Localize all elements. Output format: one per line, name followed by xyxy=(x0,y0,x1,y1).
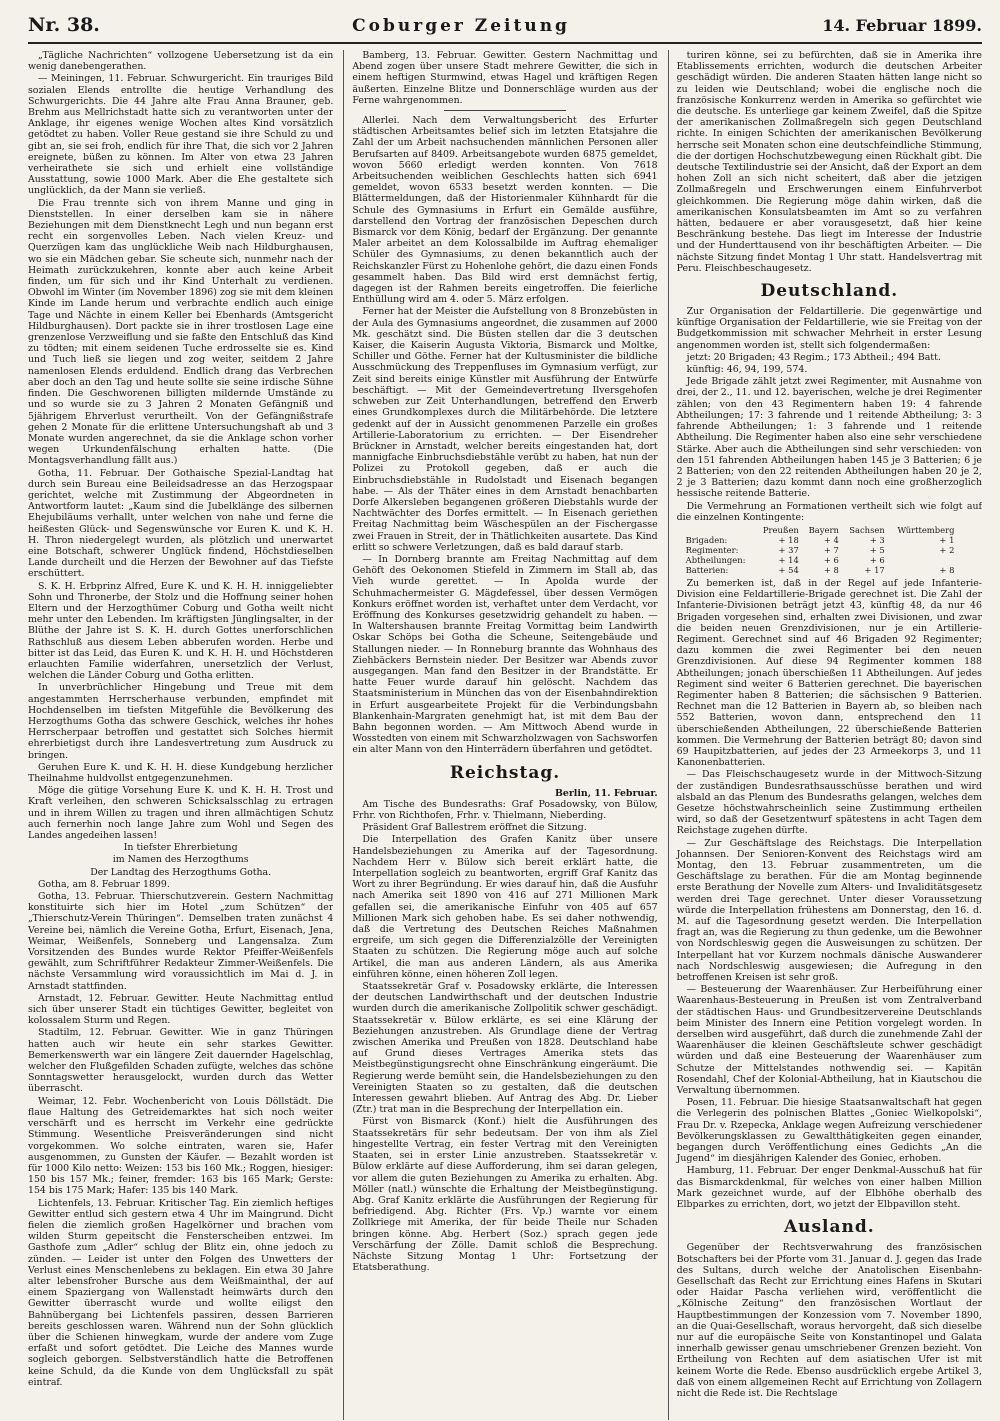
table-header-row xyxy=(683,525,958,535)
article-geschaeftslage: — Zur Geschäftslage des Reichstags. Die Interpellation Johannsen. Der Senioren-Konvent des Reichstags wird am Montag, den 13. Februar zusammentreten, um die Geschäftslage zu berathen. Für die am Montag beginnende erste Berathung der Novelle zum Alters- und Invaliditätsgesetz werden drei Tage gerechnet. Unter dieser Voraussetzung würde die Interpellation frühestens am Donnerstag, den 16. d. M. auf die Tagesordnung gesetzt werden. Die Interpellation fragt an, was die Regierung zu thun gedenke, um die Bewohner von Nordschleswig gegen die Ausweisungen zu schützen. Der Interpellant hat vor Kurzem nochmals dänische Auswanderer nach Nordschleswig ausgewiesen; die Aufregung in den betroffenen Kreisen ist sehr groß. xyxy=(676,837,982,984)
article-hamburg: Hamburg, 11. Februar. Der enger Denkmal-Ausschuß hat für das Bismarckdenkmal, für welches von einer halben Million Mark gezeichnet wurde, auf der Elbhöhe oberhalb des Elbparkes zu errichten, dort, wo jetzt der Elbpavillon steht. xyxy=(676,1165,982,1211)
table-cell: Regimenter: xyxy=(685,544,739,555)
section-heading-deutschland: Deutschland. xyxy=(760,281,899,302)
article-stadtilm: Stadtilm, 12. Februar. Gewitter. Wie in ganz Thüringen hatten auch wir heute ein sehr starkes Gewitter. Bemerkenswerth war ein längere Zeit dauernder Hagelschlag, welcher den Flußgefilden Schaden zufügte, welches das schöne Sonntagswetter herausgelockt, wurden durch das Wetter überrascht. xyxy=(28,1027,334,1095)
table-row xyxy=(683,565,958,575)
divider xyxy=(444,110,566,111)
table-cell: Abtheilungen: xyxy=(685,554,746,565)
masthead xyxy=(28,14,982,44)
article-fleischschaugesetz: — Das Fleischschaugesetz wurde in der Mittwoch-Sitzung der zuständigen Bundesrathsausschüsse berathen und wird alsbald an das Plenum des Bundesraths gelangen, welches dem Gesetze höchstwahrscheinlich seine Zustimmung ertheilen wird, so daß der Gesetzentwurf spätestens in acht Tagen dem Reichstage zugehen dürfte. xyxy=(676,769,982,837)
article-arnstadt: Arnstadt, 12. Februar. Gewitter. Heute Nachmittag entlud sich über unserer Stadt ein tüchtiges Gewitter, begleitet von kolossalem Sturm und Regen. xyxy=(28,992,334,1027)
table-header-cell: Sachsen xyxy=(849,524,885,535)
table-header-cell: Bayern xyxy=(808,524,839,535)
article-paragraph: Die Frau trennte sich von ihrem Manne und ging in Dienststellen. In einer derselben kam sie in nähere Beziehungen mit dem Dienstknecht Legh und nun begann erst recht ein sorgenvolles Leben. Nach vielen Kreuz- und Querzügen kam das unglückliche Weib nach Hildburghausen, wo sie ein Mädchen gebar. Sie scheute sich, nunmehr nach der Heimath zurückzukehren, konnte aber auch keine Arbeit finden, um für sich und ihr Kind Unterhalt zu verdienen. Obwohl im Winter (im November 1896) zog sie mit dem kleinen Kinde im Lande herum und verbrachte endlich auch einige Tage und Nächte in einem Keller bei Ebenhards (Amtsgericht Hildburghausen). Dort packte sie in ihrer trostlosen Lage eine grenzenlose Verzweiflung und sie faßte den Entschluß das Kind zu tödten; mit einem seidenen Tuche erdrosselte sie es. Kind und Tuch ließ sie liegen und zog weiter, seitdem 2 Jahre namenlosen Elends erduldend. Endlich drang das Verbrechen aber doch an den Tag und heute sollte sie seine irdische Sühne finden. Die Geschworenen billigten mildernde Umstände zu und so wurde sie zu 3 Jahren 2 Monaten Gefängniß und 5jährigem Ehrverlust verurtheilt. Von der Gefängnißstrafe gehen 2 Monate für die erlittene Untersuchungshaft ab und 3 Monate wurden angerechnet, da sie die Anklage schon vorher wegen Urkundenfälschung erhalten hatte. (Die Montagsverhandlung fällt aus.) xyxy=(28,197,334,467)
article-thierschutzverein: Gotha, 13. Februar. Thierschutzverein. Gestern Nachmittag konstituirte sich hier im Hotel „zum Schützen“ der „Thierschutz-Verein Thüringen“. Demselben traten zunächst 4 Vereine bei, nämlich die Vereine Gotha, Erfurt, Eisenach, Jena, Weimar, Weißenfels, Sonneberg und Langensalza. Zum Vorsitzenden des Bundes wurde Rektor Pfeiffer-Weißenfels gewählt, zum Schriftführer Redakteur Zimmer-Weißenfels. Die nächste Versammlung wird voraussichtlich im Mai d. J. in Arnstadt stattfinden. xyxy=(28,891,334,992)
table-cell: + 37 xyxy=(778,544,799,555)
article-paragraph: turiren könne, sei zu befürchten, daß sie in Amerika ihre Etablissements errichten, wodurch die deutschen Arbeiter geschädigt würden. Die anderen Staaten hätten lange nicht so zu leiden wie Deutschland; wobei die englische noch die französische Konkurrenz werden in Amerika so gefürchtet wie die deutsche. Es unterliege gar keinem Zweifel, daß die Spitze der amerikanischen Zollmaßregeln sich gegen Deutschland richte. In einigen Schichten der amerikanischen Bevölkerung herrsche seit Monaten schon eine deutschfeindliche Stimmung, die der dortigen Hochschutzbewegung einen Rückhalt gibt. Die deutsche Textilindustrie sei der Ansicht, daß der Export an dem hohen Zoll an sich nicht scheitert, daß aber die jetzigen Zollmaßregeln und Erschwerungen einem Einfuhrverbot gleichkommen. Die Regierung möge dahin wirken, daß die amerikanischen Konsulatsbeamten im Amt so zu verfahren hätten, bedauere er aber vorausgesetzt, daß hier keine Beschränkung bestehe. Das liegt im Interesse der Industrie und der Hunderttausend von ihr beschäftigten Arbeiter. — Die nächste Sitzung findet Montag 1 Uhr statt. Handelsvertrag mit Peru. Fleischbeschaugesetz. xyxy=(676,50,982,274)
closing-line: Der Landtag des Herzogthums Gotha. xyxy=(90,866,272,878)
stat-line: jetzt: 20 Brigaden; 43 Regim.; 173 Abtheil.; 494 Batt. xyxy=(686,351,941,363)
table-cell: + 54 xyxy=(778,564,799,575)
article-paragraph: — In Dornberg brannte am Freitag Nachmittag auf dem Gehöft des Oekonomen Stiefeld in Zimmern im Stall ab, das Vieh wurde gerettet. — In Apolda wurde der Schuhmachermeister G. Mägdefessel, über dessen Vermögen Konkurs eröffnet worden ist, verhaftet unter dem Verdacht, vor Eröffnung des Konkurses gesetzwidrig gehandelt zu haben. — In Waltershausen brannte Freitag Vormittag beim Landwirth Oskar Schöps bei Gotha die Scheune, Seitengebäude und Stallungen nieder. — In Ronneburg brannte das Wohnhaus des Ziehbäckers Bernstein nieder. Der Besitzer war Abends zuvor ausgegangen. Man fand den Besitzer in der Brandstätte. Er hatte Feuer wurde darauf hin gelöscht. Nachdem das Staatsministerium in München das von der Eisenbahndirektion in Erfurt ausgearbeitete Projekt für die Verbindungsbahn Blankenhain-Margraten genehmigt hat, ist mit dem Bau der Bahn begonnen worden. — Am Mittwoch Abend wurde in Wosstedten von einem mit Schwarzholzwagen von Sachsworfen ein alter Mann von den Hinterrädern überfahren und getödtet. xyxy=(352,553,658,756)
table-cell: + 6 xyxy=(869,554,885,565)
closing-line: im Namen des Herzogthums xyxy=(112,854,249,866)
article-paragraph: In unverbrüchlicher Hingebung und Treue mit dem angestammten Herrscherhause verbunden, empfindet mit Hochdenselben im tiefsten Mitgefühle die Bevölkerung des Herzogthums Gotha das schwere Geschick, welches ihr hohes Herrscherpaar betroffen und gestattet sich Solches hiermit ehrerbietigst durch ihre Landesvertretung zum Ausdruck zu bringen. xyxy=(28,682,334,761)
issue-number: Nr. 38. xyxy=(28,14,100,36)
table-row xyxy=(683,555,958,565)
table-cell: + 6 xyxy=(823,554,839,565)
table-header-cell xyxy=(683,525,756,535)
article-paragraph: Die Vermehrung an Formationen vertheilt sich wie folgt auf die einzelnen Kontingente: xyxy=(676,500,982,523)
section-heading-ausland: Ausland. xyxy=(783,1217,875,1238)
issue-date: 14. Februar 1899. xyxy=(822,16,982,35)
table-row xyxy=(683,535,958,545)
newspaper-title: Coburger Zeitung xyxy=(352,16,570,36)
article-waarenhaeuser: — Besteuerung der Waarenhäuser. Zur Herbeiführung einer Waarenhaus-Besteuerung in Preußen ist vom Zentralverband der städtischen Haus- und Grundbesitzervereine Deutschlands beim Minister des Innern eine Petition vorgelegt worden. In derselben wird ausgeführt, daß durch die zunehmende Zahl der Waarenhäuser die kleinen Geschäftsleute schwer geschädigt würden und daß eine Besteuerung der Waarenhäuser zum Schutze der Mittelstandes nothwendig sei. — Kapitän Rosendahl, Chef der Kolonial-Abtheilung, hat in Kiautschou die Verwaltung übernommen. xyxy=(676,984,982,1097)
table-cell: + 3 xyxy=(869,534,885,545)
column-middle xyxy=(343,50,657,1420)
table-cell: + 8 xyxy=(939,564,955,575)
table-cell: + 18 xyxy=(778,534,799,545)
article-bamberg: Bamberg, 13. Februar. Gewitter. Gestern Nachmittag und Abend zogen über unsere Stadt mehrere Gewitter, die sich in einem heftigen Sturmwind, etwas Hagel und kräftigen Regen äußerten. Einzelne Blitze und Donnerschläge wurden aus der Ferne wahrgenommen. xyxy=(352,50,658,106)
article-paragraph: Geruhen Eure K. und K. H. H. diese Kundgebung herzlicher Theilnahme huldvollst entgegenzunehmen. xyxy=(28,761,334,784)
dateline: Berlin, 11. Februar. xyxy=(554,787,658,799)
table-cell: + 17 xyxy=(864,564,885,575)
table-cell: + 5 xyxy=(869,544,885,555)
table-cell: + 1 xyxy=(939,534,955,545)
article-paragraph: Die Interpellation des Grafen Kanitz über unsere Handelsbeziehungen zu Amerika auf der Tagesordnung. Nachdem Herr v. Bülow sich bereit erklärt hatte, die Interpellation sogleich zu beantworten, ergriff Graf Kanitz das Wort zu ihrer Begründung. Er wies darauf hin, daß die Ausfuhr nach Amerika seit 1890 von 416 auf 271 Millionen Mark gefallen sei, die amerikanische Einfuhr von 405 auf 657 Millionen Mark sich gehoben habe. Es sei daher nothwendig, daß die Vertretung des Deutschen Reiches Maßnahmen ergreife, um sich gegen die Differenzialzölle der Vereinigten Staaten zu schützen. Die Regierung möge auch auf solche Artikel, die man aus anderen Ländern, als aus Amerika einführen könne, einen höheren Zoll legen. xyxy=(352,834,658,980)
article-ausland: Gegenüber der Rechtsverwahrung des französischen Botschafters bei der Pforte vom 31. Januar d. J. gegen das Irade des Sultans, durch welche der Anatolischen Eisenbahn-Gesellschaft das Recht zur Errichtung eines Hafens in Skutari oder Haidar Pascha verliehen wird, veröffentlicht die „Kölnische Zeitung“ den französischen Wortlaut der Hauptbestimmungen der Konzession vom 7. November 1890, an die Quai-Gesellschaft, woraus hervorgeht, daß sich dieselbe nur auf die europäische Seite von Konstantinopel und Galata innerhalb gewisser genau umschriebener Grenzen bezieht. Von Ertheilung von Rechten auf dem asiatischen Ufer ist mit keinem Worte die Rede. Ebenso ausdrücklich ergebe Artikel 3, daß von einem allgemeinen Recht auf Errichtung von Zollagern nicht die Rede ist. Die Rechtslage xyxy=(676,1242,982,1399)
article-meiningen: — Meiningen, 11. Februar. Schwurgericht. Ein trauriges Bild sozialen Elends entrollte die heutige Verhandlung des Schwurgerichts. Die 44 Jahre alte Frau Anna Brauner, geb. Brehm aus Mellrichstadt hatte sich zu verantworten unter der Anklage, ihr eigenes wenige Wochen altes Kind vorsätzlich getödtet zu haben. Voller Reue gestand sie ihre Schuld zu und gibt an, sie sei froh, endlich für ihre That, die sich vor 2 Jahren ereignete, büßen zu können. Im Alter von etwa 23 Jahren verheirathete sie sich und erhielt eine vollständige Ausstattung, sowie 1000 Mark. Aber die Ehe gestaltete sich unglücklich, da der Mann sie verließ. xyxy=(28,73,334,197)
table-cell: + 2 xyxy=(939,544,955,555)
table-cell xyxy=(888,555,958,565)
column-left xyxy=(28,50,333,1420)
column-right xyxy=(668,50,982,1420)
table-cell: Batterien: xyxy=(685,564,729,575)
article-paragraph: Jede Brigade zählt jetzt zwei Regimenter, mit Ausnahme von drei, der 2., 11. und 12. bayerischen, welche je drei Regimenter zählen; von den 43 Regimentern haben 19: 4 fahrende Abtheilungen; 17: 3 fahrende und 1 reitende Abtheilung; 3: 3 fahrende Abtheilungen; 1: 3 fahrende und 1 reitende Abtheilung. Die Regimenter haben also eine sehr verschiedene Stärke. Aber auch die Abtheilungen sind sehr verschieden: von den 151 fahrenden Abtheilungen haben 145 je 3 Batterien; 6 je 2 Batterien; von den 22 reitenden Abtheilungen haben 20 je 2, 2 je 3 Batterien; dazu kommt dann noch eine großherzoglich hessische reitende Batterie. xyxy=(676,376,982,500)
table-cell: + 4 xyxy=(823,534,839,545)
stat-line: künftig: 46, 94, 199, 574. xyxy=(686,364,808,376)
article-paragraph: S. K. H. Erbprinz Alfred, Eure K. und K. H. H. inniggeliebter Sohn und Thronerbe, der Stolz und die Hoffnung seiner hohen Eltern und der Herzogthümer Coburg und Gotha weilt nicht mehr unter den Lebenden. Im kräftigsten Jünglingsalter, in der Blüthe der Jahre ist S. K. H. durch Gottes unerforschlichen Rathschluß aus diesem Leben abberufen worden. Herbe und bitter ist das Leid, das Euren K. und K. H. H. und Höchstderen erlauchten Familie widerfahren, unersetzlich der Verlust, welchen die Länder Coburg und Gotha erlitten. xyxy=(28,580,334,682)
columns xyxy=(28,50,982,1420)
table-header-cell: Württemberg xyxy=(897,524,955,535)
table-cell: + 8 xyxy=(823,564,839,575)
table-header-cell: Preußen xyxy=(762,524,799,535)
article-paragraph: Ferner hat der Meister die Aufstellung von 8 Bronzebüsten in der Aula des Gymnasiums angeordnet, die zusammen auf 2000 Mk. geschätzt sind. Die Büsten stellen dar die 3 deutschen Kaiser, die Kaiserin Augusta Viktoria, Bismarck und Moltke, Schiller und Göthe. Ferner hat der Kultusminister die bildliche Ausschmückung des Treppenfluses im Gymnasium verfügt, zur Zeit sind bereits einige Künstler mit Ausführung der Entwürfe beschäftigt. — Mit der Gemeindevertretung Ilversgehofen schweben zur Zeit Unterhandlungen, betreffend den Erwerb eines Grundkomplexes durch die Militärbehörde. Die letztere gedenkt auf der in Aussicht genommenen Parzelle ein großes Artillerie-Laboratorium zu errichten. — Der Eisendreher Brückner in Arnstadt, welcher bereits eingestanden hat, dort mannigfache Einbruchsdiebstähle verübt zu haben, hat nun der Polizei zu Protokoll gegeben, daß er auch die Einbruchsdiebstähle in Rudolstadt und Eisenach begangen habe. — Als der Thäter eines in dem Arnstadt benachbarten Dorfe Alkersleben begangenen größeren Diebstahls wurde der Nachtwächter des Dorfes ermittelt. — In Eisenach geriethen Freitag Nachmittag beim Wäschespülen an der Fischergasse zwei Frauen in Streit, der in Thätlichkeiten ausartete. Das Kind erlitt so schwere Verletzungen, daß es bald darauf starb. xyxy=(352,306,658,553)
section-heading-reichstag: Reichstag. xyxy=(449,762,561,783)
table-row xyxy=(683,545,958,555)
article-paragraph: „Tägliche Nachrichten“ vollzogene Uebersetzung ist da ein wenig danebengerathen. xyxy=(28,50,334,73)
article-posen: Posen, 11. Februar. Die hiesige Staatsanwaltschaft hat gegen die Verlegerin des polnischen Blattes „Goniec Wielkopolski“, Frau Dr. v. Rzepecka, Anklage wegen Aufreizung verschiedener Bevölkerungsklassen zu Gewaltthätigkeiten gegen einander, begangen durch Veröffentlichung eines Gedichts „An die Jugend“ im diesjährigen Kalender des Goniec, erhoben. xyxy=(676,1097,982,1165)
article-paragraph: Präsident Graf Ballestrem eröffnet die Sitzung. xyxy=(362,822,587,834)
article-paragraph: Fürst von Bismarck (Konf.) hielt die Ausführungen des Staatssekretärs für sehr bedeutsam. Der von ihm als Ziel hingestellte Vertrag, ein fester Vertrag mit den Vereinigten Staaten, sei in erster Linie anzustreben. Staatssekretär v. Bülow erklärte auf diese Aufforderung, ihm sei daran gelegen, vor allem die guten Beziehungen zu Amerika zu erhalten. Abg. Möller (natl.) wünschte die Erhaltung der Meistbegünstigung. Abg. Graf Kanitz erklärte die Ausführungen der Regierung für befriedigend. Abg. Richter (Frs. Vp.) warnte vor einem Zollkriege mit Amerika, der für beide Theile nur Schaden bringen könne. Abg. Herbert (Soz.) sprach gegen jede Verschärfung der Zölle. Damit schloß die Besprechung. Nächste Sitzung Montag 1 Uhr: Fortsetzung der Etatsberathung. xyxy=(352,1116,658,1274)
article-paragraph: Möge die gütige Vorsehung Eure K. und K. H. H. Trost und Kraft verleihen, den schweren Schicksalsschlag zu ertragen und in ihrem Willen zu tragen und ihren allmächtigen Schutz auch fernerhin noch lange Jahre zum Wohl und Segen des Landes angedeihen lassen! xyxy=(28,785,334,842)
contingent-table xyxy=(683,525,958,575)
closing-line: In tiefster Ehrerbietung xyxy=(123,842,238,854)
article-weimar: Weimar, 12. Febr. Wochenbericht von Louis Döllstädt. Die flaue Haltung des Getreidemarktes hat sich noch weiter verschärft und es herrscht im Verkehr eine gedrückte Stimmung. Wesentliche Preisveränderungen sind nicht vorgekommen. Wo solche eintraten, waren sie, Hafer ausgenommen, zu Gunsten der Käufer. — Bezahlt worden ist für 1000 Kilo netto: Weizen: 153 bis 160 Mk.; Roggen, hiesiger: 150 bis 157 Mk.; feiner, fremder: 163 bis 165 Mark; Gerste: 154 bis 175 Mark; Hafer: 135 bis 140 Mark. xyxy=(28,1095,334,1197)
article-gotha-landtag: Gotha, 11. Februar. Der Gothaische Spezial-Landtag hat durch sein Bureau eine Beileidsadresse an das Herzogspaar gerichtet, welche mit Zustimmung der Abgeordneten in Antwortform lautet: „Kaum sind die Jubelklänge des silbernen Ehejubiläums verhallt, unter welchen von nahe und ferne die heißesten Glück- und Segenswünsche vor Euren K. und K. H. H. Thron niedergelegt wurden, als plötzlich und unerwartet eine Botschaft, schwerer Unglück findend, Höchstdieselben Lande durcheilt und die Herzen der Bewohner auf das Tiefste erschüttert. xyxy=(28,467,334,580)
table-cell: + 7 xyxy=(823,544,839,555)
article-paragraph: Am Tische des Bundesraths: Graf Posadowsky, von Bülow, Frhr. von Richthofen, Frhr. v. Thielmann, Nieberding. xyxy=(352,798,658,821)
article-lichtenfels: Lichtenfels, 13. Februar. Kritischer Tag. Ein ziemlich heftiges Gewitter entlud sich gestern etwa 4 Uhr im Maingrund. Dicht fielen die ziemlich großen Hagelkörner und brachen vom wilden Sturm gepeitscht die Fensterscheiben entzwei. Im Gasthofe zum „Adler“ schlug der Blitz ein, ohne jedoch zu zünden. — Leider ist unter den Folgen des Unwetters der Verlust eines Menschenlebens zu beklagen. Ein etwa 30 Jahre alter lebensfroher Bursche aus dem Weißmainthal, der auf einem Spaziergang von Wallenstadt heimwärts durch den Gewitter überrascht wurde und wollte eiligst den Bahnübergang bei Lichtenfels passiren, dessen Barrieren bereits geschlossen waren. Während nun der Sohn glücklich über die Schienen hinwegkam, wurde der andere vom Zuge erfaßt und sofort getödtet. Die Leiche des Mannes wurde sogleich geborgen. Selbstverständlich hatte die Betroffenen keine Schuld, da die Kunde von dem Unglücksfall zu spät eintraf. xyxy=(28,1197,334,1388)
table-cell: Brigaden: xyxy=(685,534,728,545)
article-paragraph: Zu bemerken ist, daß in der Regel auf jede Infanterie-Division eine Feldartillerie-Brigade gerechnet ist. Die Zahl der Infanterie-Divisionen beträgt jetzt 43, künftig 48, da nur 46 Brigaden vorgesehen sind, erhalten zwei Divisionen, und zwar die beiden neuen Grenzdivisionen, nur je ein Artillerie-Regiment. Gerechnet sind auf 46 Brigaden 92 Regimenter; dazu kommen die zwei Regimenter bei den neuen Grenzdivisionen. Auf diese 94 Regimenter kommen 188 Abtheilungen; jonach überschießen 11 Abtheilungen. Auf jedes Regiment sind weiter 6 Batterien gerechnet. Die bayerischen Regimenter haben 8 Batterien; die sächsischen 9 Batterien. Rechnet man die 12 Batterien in Bayern ab, so bleiben nach 552 Batterien, wovon dann, entsprechend den 11 überschießenden Abtheilungen, 22 überschießende Batterien kommen. Die Vermehrung der Batterien beträgt 80; davon sind 69 Haupitzbatterien, auf jedes der 23 Armeekorps 3, und 11 Kanonenbatterien. xyxy=(676,577,982,769)
closing-date: Gotha, am 8. Februar 1899. xyxy=(38,878,170,890)
table-cell: + 14 xyxy=(778,554,799,565)
article-paragraph: Staatssekretär Graf v. Posadowsky erklärte, die Interessen der deutschen Landwirthschaft und der deutschen Industrie wurden durch die amerikanische Zollpolitik schwer geschädigt. Staatssekretär v. Bülow erklärte, es sei eine Klärung der Beziehungen anzustreben. Als Grundlage diene der Vertrag zwischen Amerika und Preußen von 1828. Deutschland habe auf Grund dieses Vertrages Amerika stets das Meistbegünstigungsrecht ohne Einschränkung eingeräumt. Die Regierung werde bemüht sein, die Handelsbeziehungen zu den Vereinigten Staaten so zu gestalten, daß die deutschen Interessen gewahrt blieben. Auf Antrag des Abg. Dr. Lieber (Ztr.) trat man in die Besprechung der Interpellation ein. xyxy=(352,981,658,1116)
article-allerlei: Allerlei. Nach dem Verwaltungsbericht des Erfurter städtischen Arbeitsamtes belief sich im letzten Etatsjahre die Zahl der um Arbeit nachsuchenden männlichen Personen aller Berufsarten auf 8409. Arbeitsangebote wurden 6875 gemeldet, wovon 5660 erledigt werden konnten. Von 7618 Arbeitsuchenden weiblichen Geschlechts hatten sich 6941 gemeldet, wovon 6533 besetzt werden konnten. — Die Blättermeldungen, daß der Historienmaler Kühnhardt für die Schule des Gymnasiums in Erfurt ein Gemälde ausführe, darstellend den Vortrag der französischen Depeschen durch Bismarck vor dem König, bedarf der Ergänzung. Der genannte Maler arbeitet an dem Kolossalbilde im Auftrag ehemaliger Schüler des Gymnasiums, zu denen bekanntlich auch der Reichskanzler Fürst zu Hohenlohe gehört, die dazu einen Fonds gesammelt haben. Das Bild wird erst demnächst fertig, dagegen ist der Rahmen bereits eingetroffen. Die feierliche Enthüllung wird am 4. oder 5. März erfolgen. xyxy=(352,115,658,306)
article-feldartillerie: Zur Organisation der Feldartillerie. Die gegenwärtige und künftige Organisation der Feldartillerie, wie sie Freitag von der Budgetkommission mit schwacher Mehrheit in erster Lesung angenommen worden ist, stellt sich folgendermaßen: xyxy=(676,306,982,351)
